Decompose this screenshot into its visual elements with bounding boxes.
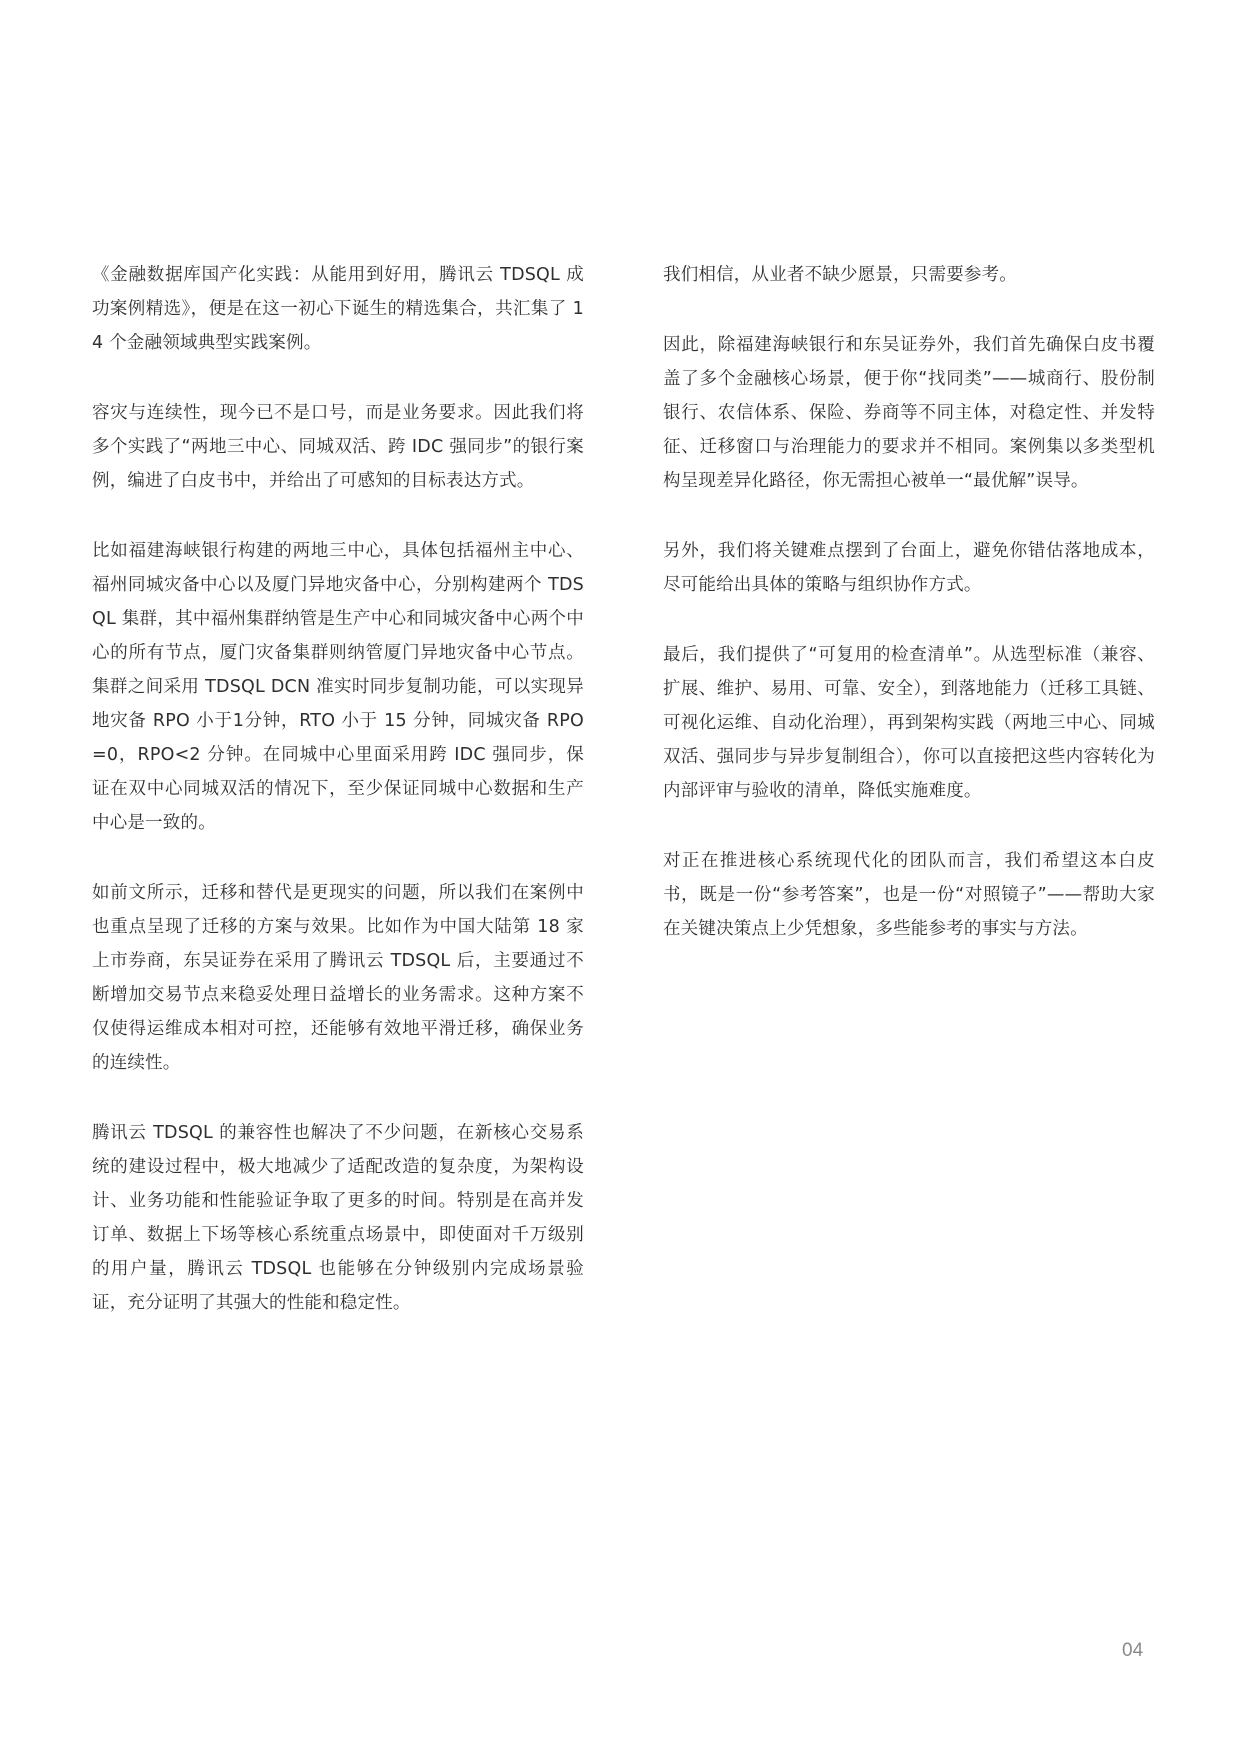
left-column	[92, 258, 584, 1356]
right-column	[663, 258, 1155, 982]
paragraph-intro: 《金融数据库国产化实践：从能用到好用，腾讯云 TDSQL 成功案例精选》，便是在这一初心下诞生的精选集合，共汇集了 14 个金融领域典型实践案例。	[92, 265, 584, 353]
paragraph-migration: 如前文所示，迁移和替代是更现实的问题，所以我们在案例中也重点呈现了迁移的方案与效果。比如作为中国大陆第 18 家上市券商，东吴证券在采用了腾讯云 TDSQL 后，主要通过不断增加交易节点来稳妥处理日益增长的业务需求。这种方案不仅使得运维成本相对可控，还能够有效地平滑迁移，确保业务的连续性。	[92, 883, 584, 1073]
paragraph-conclusion: 对正在推进核心系统现代化的团队而言，我们希望这本白皮书，既是一份“参考答案”，也是一份“对照镜子”——帮助大家在关键决策点上少凭想象，多些能参考的事实与方法。	[663, 851, 1155, 939]
paragraph-checklist: 最后，我们提供了“可复用的检查清单”。从选型标准（兼容、扩展、维护、易用、可靠、安全），到落地能力（迁移工具链、可视化运维、自动化治理），再到架构实践（两地三中心、同城双活、强同步与异步复制组合），你可以直接把这些内容转化为内部评审与验收的清单，降低实施难度。	[663, 645, 1155, 801]
page-number: 04	[1122, 1640, 1144, 1661]
paragraph-scenario-coverage: 因此，除福建海峡银行和东吴证券外，我们首先确保白皮书覆盖了多个金融核心场景，便于你“找同类”——城商行、股份制银行、农信体系、保险、券商等不同主体，对稳定性、并发特征、迁移窗口与治理能力的要求并不相同。案例集以多类型机构呈现差异化路径，你无需担心被单一“最优解”误导。	[663, 335, 1155, 491]
paragraph-disaster-recovery: 容灾与连续性，现今已不是口号，而是业务要求。因此我们将多个实践了“两地三中心、同城双活、跨 IDC 强同步”的银行案例，编进了白皮书中，并给出了可感知的目标表达方式。	[92, 403, 584, 491]
paragraph-key-difficulties: 另外，我们将关键难点摆到了台面上，避免你错估落地成本，尽可能给出具体的策略与组织协作方式。	[663, 541, 1155, 595]
paragraph-fujian-haixia-bank: 比如福建海峡银行构建的两地三中心，具体包括福州主中心、福州同城灾备中心以及厦门异地灾备中心，分别构建两个 TDSQL 集群，其中福州集群纳管是生产中心和同城灾备中心两个中心的所有节点，厦门灾备集群则纳管厦门异地灾备中心节点。集群之间采用 TDSQL DCN 准实时同步复制功能，可以实现异地灾备 RPO 小于1分钟，RTO 小于 15 分钟，同城灾备 RPO=0，RPO<2 分钟。在同城中心里面采用跨 IDC 强同步，保证在双中心同城双活的情况下，至少保证同城中心数据和生产中心是一致的。	[92, 541, 584, 833]
paragraph-compatibility: 腾讯云 TDSQL 的兼容性也解决了不少问题，在新核心交易系统的建设过程中，极大地减少了适配改造的复杂度，为架构设计、业务功能和性能验证争取了更多的时间。特别是在高并发订单、数据上下场等核心系统重点场景中，即使面对千万级别的用户量，腾讯云 TDSQL 也能够在分钟级别内完成场景验证，充分证明了其强大的性能和稳定性。	[92, 1123, 584, 1313]
paragraph-belief: 我们相信，从业者不缺少愿景，只需要参考。	[663, 265, 1017, 285]
